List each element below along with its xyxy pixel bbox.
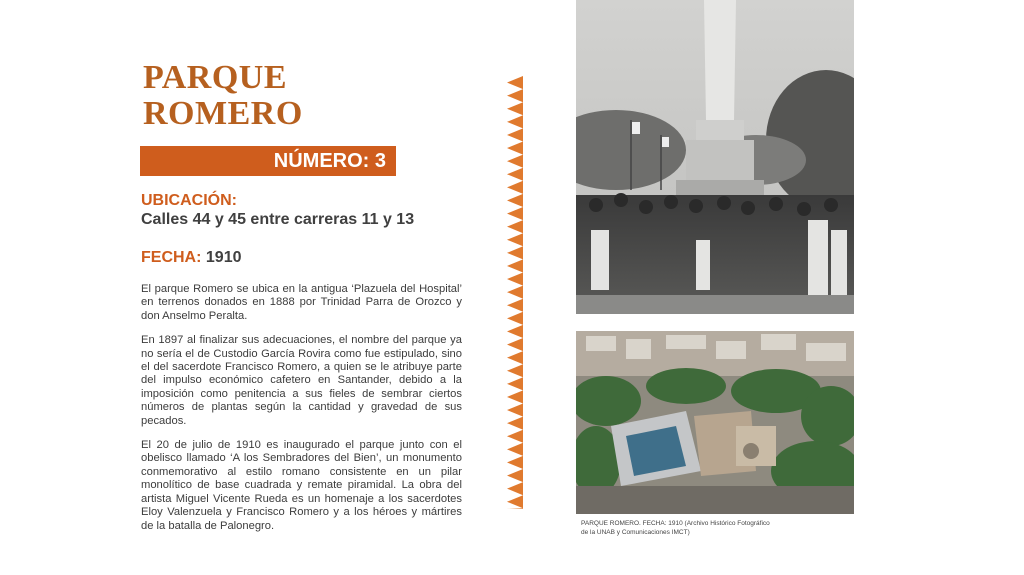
number-banner <box>140 146 396 176</box>
description-text <box>141 283 462 544</box>
date-line <box>141 249 241 267</box>
park-title-line2: ROMERO <box>143 95 303 132</box>
location-value: Calles 44 y 45 entre carreras 11 y 13 <box>141 211 415 228</box>
paragraph-1: El parque Romero se ubica en la antigua ‘Plazuela del Hospital’ en terrenos donados en 1888 por Trinidad Parra de Orozco y don Anselmo Peralta. <box>141 283 462 322</box>
aerial-park-photo <box>576 331 854 514</box>
date-label: FECHA: <box>141 249 202 266</box>
park-title-line1: PARQUE <box>143 59 288 96</box>
number-label: NÚMERO: 3 <box>273 150 386 172</box>
paragraph-2: En 1897 al finalizar sus adecuaciones, el nombre del parque ya no sería el de Custodio García Rovira como fue estipulado, sino el del sacerdote Francisco Romero, a quien se le atribuye parte del impulso económico cafetero en Santander, debido a la imposición como penitencia a sus fieles de sembrar ciertos números de plantas según la cantidad y gravedad de sus pecados. <box>141 334 462 427</box>
caption-line1: PARQUE ROMERO. FECHA: 1910 (Archivo Histórico Fotográfico <box>581 520 770 527</box>
caption-line2: de la UNAB y Comunicaciones IMCT) <box>581 529 690 536</box>
historic-park-photo <box>576 0 854 314</box>
location-label: UBICACIÓN: <box>141 192 237 209</box>
paragraph-3: El 20 de julio de 1910 es inaugurado el parque junto con el obelisco llamado ‘A los Sembradores del Bien’, un monumento conmemorativo al estilo romano consistente en un pilar monolítico de base cuadrada y remate piramidal. La obra del artista Miguel Vicente Rueda es un homenaje a los sacerdotes Eloy Valenzuela y Francisco Romero y a los héroes y mártires de la batalla de Palonegro. <box>141 439 462 532</box>
photo-caption <box>581 519 770 537</box>
zigzag-divider <box>507 76 523 509</box>
date-value: 1910 <box>205 249 242 266</box>
park-title <box>143 60 303 132</box>
